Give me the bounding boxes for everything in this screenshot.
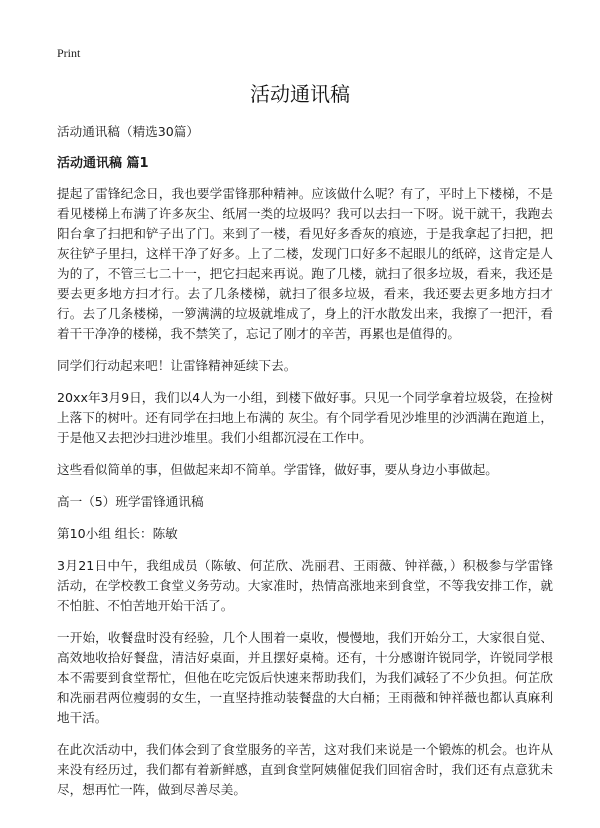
paragraph: 同学们行动起来吧！让雷锋精神延续下去。 — [57, 358, 297, 373]
section-heading: 活动通讯稿 篇1 — [57, 156, 149, 171]
paragraph: 这些看似简单的事，但做起来却不简单。学雷锋，做好事，要从身边小事做起。 — [57, 462, 498, 477]
paragraph: 提起了雷锋纪念日，我也要学雷锋那种精神。应该做什么呢？有了，平时上下楼梯，不是看见楼梯上布满了许多灰尘、纸屑一类的垃圾吗？我可以去扫一下呀。说干就干，我跑去阳台拿了扫把和铲子出了门。来到了一楼，看见好多香灰的痕迹，于是我拿起了扫把，把灰往铲子里扫，这样干净了好多。上了二楼，发现门口好多不起眼儿的纸碎，这肯定是人为的了，不管三七二十一，把它扫起来再说。跑了几楼，就扫了很多垃圾，看来，我还是要去更多地方扫才行。去了几条楼梯，就扫了很多垃圾，看来，我还要去更多地方扫才行。去了几条楼梯，一箩满满的垃圾就堆成了，身上的汗水散发出来，我擦了一把汗，看着干干净净的楼梯，我不禁笑了，忘记了刚才的辛苦，再累也是值得的。 — [57, 186, 553, 341]
paragraph: 20xx年3月9日，我们以4人为一小组，到楼下做好事。只见一个同学拿着垃圾袋，在捡树上落下的树叶。还有同学在扫地上布满的 灰尘。有个同学看见沙堆里的沙洒满在跑道上，于是他又去把沙扫进沙堆里。我们小组都沉浸在工作中。 — [57, 390, 553, 445]
paragraph: 高一（5）班学雷锋通讯稿 — [57, 494, 204, 509]
paragraph: 在此次活动中，我们体会到了食堂服务的辛苦，这对我们来说是一个锻炼的机会。也许从来没有经历过，我们都有着新鲜感，直到食堂阿姨催促我们回宿舍时，我们还有点意犹未尽，想再忙一阵，做到尽善尽美。 — [57, 742, 553, 797]
paragraph: 第10小组 组长：陈敏 — [57, 526, 178, 541]
print-link[interactable]: Print — [57, 46, 81, 60]
paragraph: 一开始，收餐盘时没有经验，几个人围着一桌收，慢慢地，我们开始分工，大家很自觉、高效地收拾好餐盘，清洁好桌面，并且摆好桌椅。还有，十分感谢许锐同学，许锐同学根本不需要到食堂帮忙，但他在吃完饭后快速来帮助我们，为我们减轻了不少负担。何芷欣和冼丽君两位瘦弱的女生，一直坚持推动装餐盘的大白桶；王雨薇和钟祥薇也都认真麻利地干活。 — [57, 630, 553, 725]
document-subtitle: 活动通讯稿（精选30篇） — [57, 124, 199, 139]
document-body — [57, 122, 553, 812]
paragraph: 3月21日中午，我组成员（陈敏、何芷欣、冼丽君、王雨薇、钟祥薇，）积极参与学雷锋活动，在学校教工食堂义务劳动。大家准时，热情高涨地来到食堂，不等我安排工作，就不怕脏、不怕苦地开始干活了。 — [57, 558, 553, 613]
page-title: 活动通讯稿 — [250, 82, 350, 106]
